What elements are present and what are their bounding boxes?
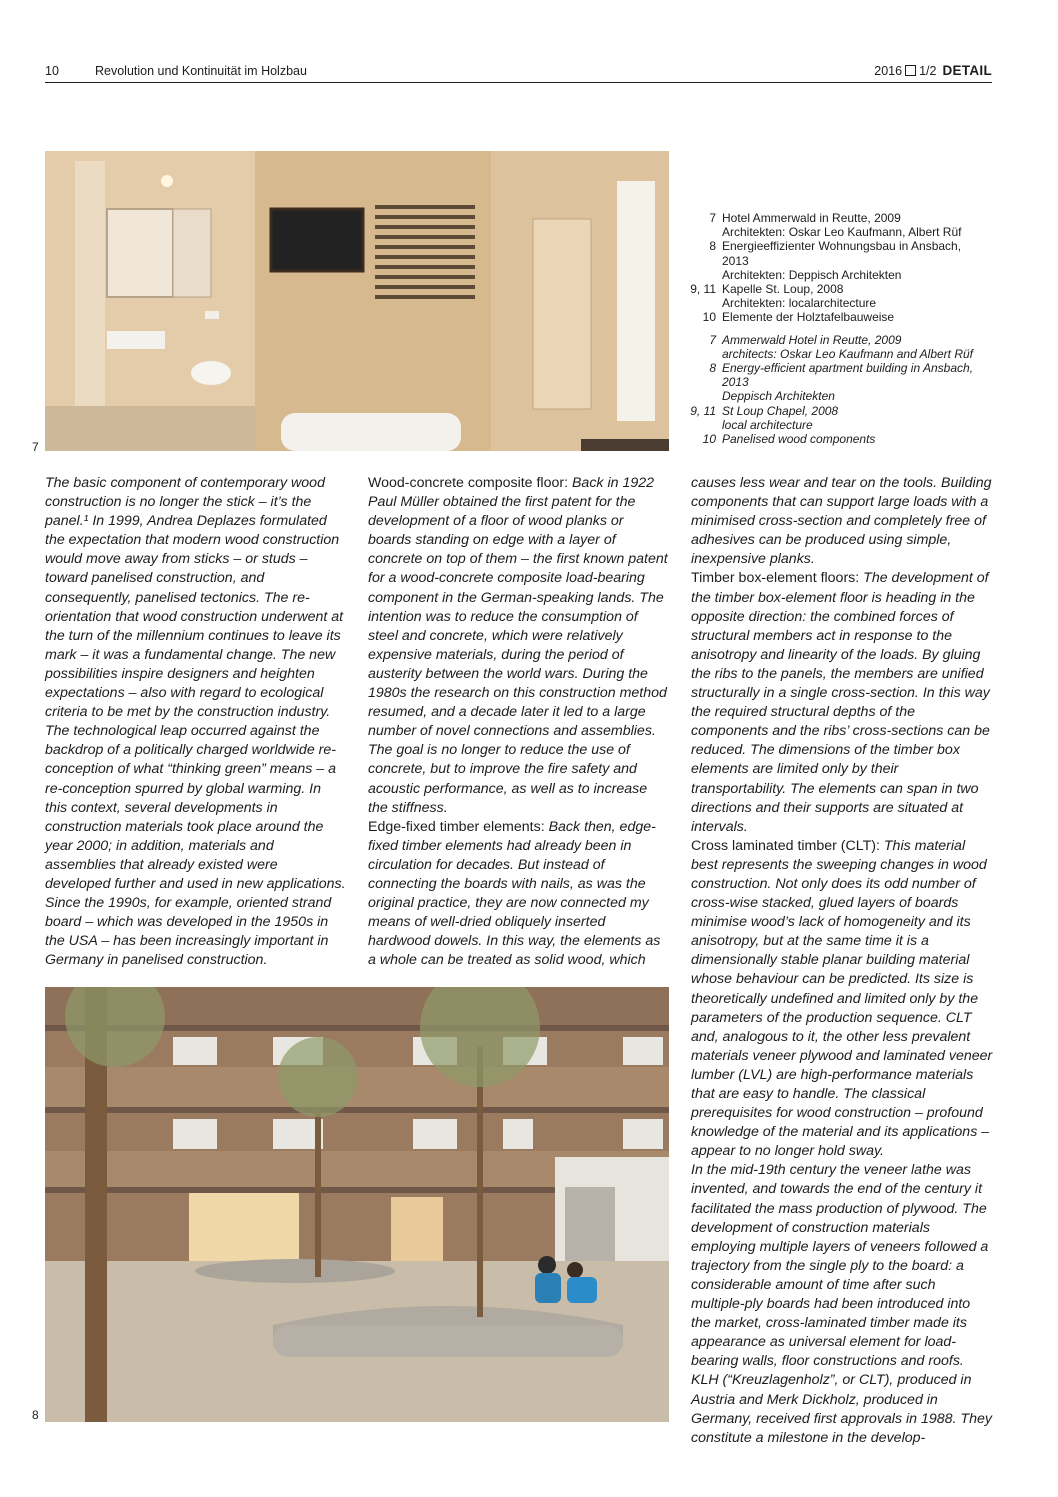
figure-7-hotel-room-photo [45,151,669,451]
paragraph-heading: Timber box-element floors: [691,570,860,587]
caption-number: 7 [709,211,716,225]
hotel-room-image [45,151,669,451]
english-caption-item [690,432,990,446]
caption-text [722,432,990,446]
caption-line: Architekten: localarchitecture [722,296,877,311]
paragraph-body: Back then, edge-fixed timber elements had already been in circulation for decades. But instead of connecting the boards with nails, as was the original practice, they are now connected my means of well-dried obliquely inserted hardwood dowels. In this way, the elements as a whole can be treated as solid wood, which [368,818,661,969]
paragraph-heading: Cross laminated timber (CLT): [691,837,880,854]
text-column-2 [368,474,670,970]
column-3-paragraph-2 [691,837,993,1162]
running-title: Revolution und Kontinuität im Holzbau [95,64,307,78]
figure-8-number: 8 [32,1408,39,1422]
figure-captions [690,211,990,446]
courtyard-image [45,987,669,1422]
page-header [45,62,992,83]
english-caption-item [690,404,990,432]
brand-logo: DETAIL [942,63,992,78]
issue-number: 1/2 [919,64,937,78]
text-column-3 [691,474,993,1448]
caption-text [722,333,990,361]
caption-number: 8 [709,239,716,254]
column-1-paragraph: The basic component of contemporary wood construction is no longer the stick – it’s the panel.¹ In 1999, Andrea Deplazes formulated the expectation that modern wood construction would move away from sticks – or studs – toward panelised construction, and consequently, panelised tectonics. The re-orientation that wood construction underwent at the turn of the millennium continues to leave its mark – it was a fundamental change. The new possibilities inspire designers and heighten expectations – also with regard to ecological criteria to be met by the construction industry. The technological leap occurred against the backdrop of a politically charged worldwide re-conception of what “thinking green” means – a re-conception spurred by global warming. In this context, several developments in construction materials took place around the year 2000; in addition, materials and assemblies that already existed were developed further and used in new applications. Since the 1990s, for example, oriented strand board – which was developed in the 1950s in the USA – has been increasingly important in Germany in panelised construction. [45,475,346,969]
caption-line: Hotel Ammerwald in Reutte, 2009 [722,211,901,225]
square-icon [905,65,916,76]
paragraph-body: This material best represents the sweeping changes in wood construction. Not only does its odd number of cross-wise stacked, glued layers of boards minimise wood’s lack of homogeneity and its anisotropy, but at the same time it is a dimensionally stable planar building material whose behaviour can be predicted. Its size is theoretically undefined and limited only by the parameters of the production sequence. CLT and, analogous to it, the other less prevalent materials veneer plywood and laminated veneer lumber (LVL) are high-performance materials that are easy to handle. The classical prerequisites for wood construction – profound knowledge of the material and its applications – appear to no longer hold sway. [691,837,993,1160]
text-column-1 [45,474,347,970]
issue-info [874,63,992,78]
caption-text [722,282,990,310]
caption-line: Energy-efficient apartment building in Ansbach, [722,361,974,376]
german-caption-item [690,282,990,310]
caption-number: 9, 11 [690,403,716,418]
caption-line: Panelised wood components [722,432,876,447]
figure-7-number: 7 [32,440,39,454]
captions-english [690,333,990,447]
caption-line: architects: Oskar Leo Kaufmann and Albert Rüf [722,346,974,361]
column-3-paragraph-3: In the mid-19th century the veneer lathe was invented, and towards the end of the century it facilitated the mass production of plywood. The development of construction materials employing multiple layers of veneers followed a trajectory from the single ply to the board: a considerable amount of time after such multiple-ply boards had been introduced into the market, cross-laminated timber made its appearance as universal element for load-bearing walls, floor constructions and roofs. KLH (“Kreuzlagenholz”, or CLT), produced in Austria and Merk Dickholz, produced in Germany, received first approvals in 1988. They constitute a milestone in the develop- [691,1162,992,1446]
caption-text [722,404,990,432]
column-2-paragraph-2 [368,818,670,971]
paragraph-heading: Edge-fixed timber elements: [368,818,545,835]
caption-line: Architekten: Oskar Leo Kaufmann, Albert Rüf [722,225,962,240]
issue-year: 2016 [874,64,903,78]
column-3-paragraph-1 [691,569,993,836]
caption-number: 7 [709,332,716,347]
caption-text [722,211,990,239]
column-3-paragraph-0: causes less wear and tear on the tools. Building components that can support large loads with a minimised cross-section and completely free of adhesives can be produced using simple, inexpensive planks. [691,475,992,568]
paragraph-heading: Wood-concrete composite floor: [368,475,569,491]
paragraph-body: The development of the timber box-element floor is heading in the opposite direction: the combined forces of structural members act in response to the anisotropy and linearity of the loads. By gluing the ribs to the panels, the members are unified structurally in a single cross-section. In this way the required structural depths of the components and the ribs’ cross-sections can be reduced. The dimensions of the timber box elements are limited only by their transportability. The elements can span in two directions and their supports are situated at intervals. [691,570,990,835]
caption-line: 2013 [722,375,749,390]
figure-8-courtyard-photo [45,987,669,1422]
caption-number: 8 [709,361,716,376]
english-caption-item [690,361,990,404]
caption-line: Architekten: Deppisch Architekten [722,267,902,282]
caption-line: Energieeffizienter Wohnungsbau in Ansbach, [722,239,962,254]
caption-line: Deppisch Architekten [722,389,835,404]
german-caption-item [690,211,990,239]
caption-text [722,361,990,404]
caption-text [722,239,990,282]
caption-line: Elemente der Holztafelbauweise [722,310,895,325]
caption-number: 10 [702,310,716,325]
german-caption-item [690,310,990,324]
caption-number: 9, 11 [690,282,716,297]
caption-line: Kapelle St. Loup, 2008 [722,282,844,297]
caption-line: 2013 [722,253,749,268]
caption-text [722,310,990,324]
caption-number: 10 [702,432,716,447]
caption-line: local architecture [722,417,813,432]
english-caption-item [690,333,990,361]
caption-line: St Loup Chapel, 2008 [722,403,839,418]
column-2-paragraph-1 [368,474,670,818]
page-number: 10 [45,64,59,78]
caption-line: Ammerwald Hotel in Reutte, 2009 [722,332,902,347]
german-caption-item [690,239,990,282]
paragraph-body: Back in 1922 Paul Müller obtained the first patent for the development of a floor of wood planks or boards standing on edge with a layer of concrete on top of them – the first known patent for a wood-concrete composite load-bearing component in the German-speaking lands. The intention was to reduce the consumption of steel and concrete, which were relatively expensive materials, during the period of austerity between the world wars. During the 1980s the research on this construction method resumed, and a decade later it led to a large number of novel connections and assemblies. The goal is no longer to reduce the use of concrete, but to improve the fire safety and acoustic performance, as well as to increase the stiffness. [368,475,668,816]
captions-german [690,211,990,325]
